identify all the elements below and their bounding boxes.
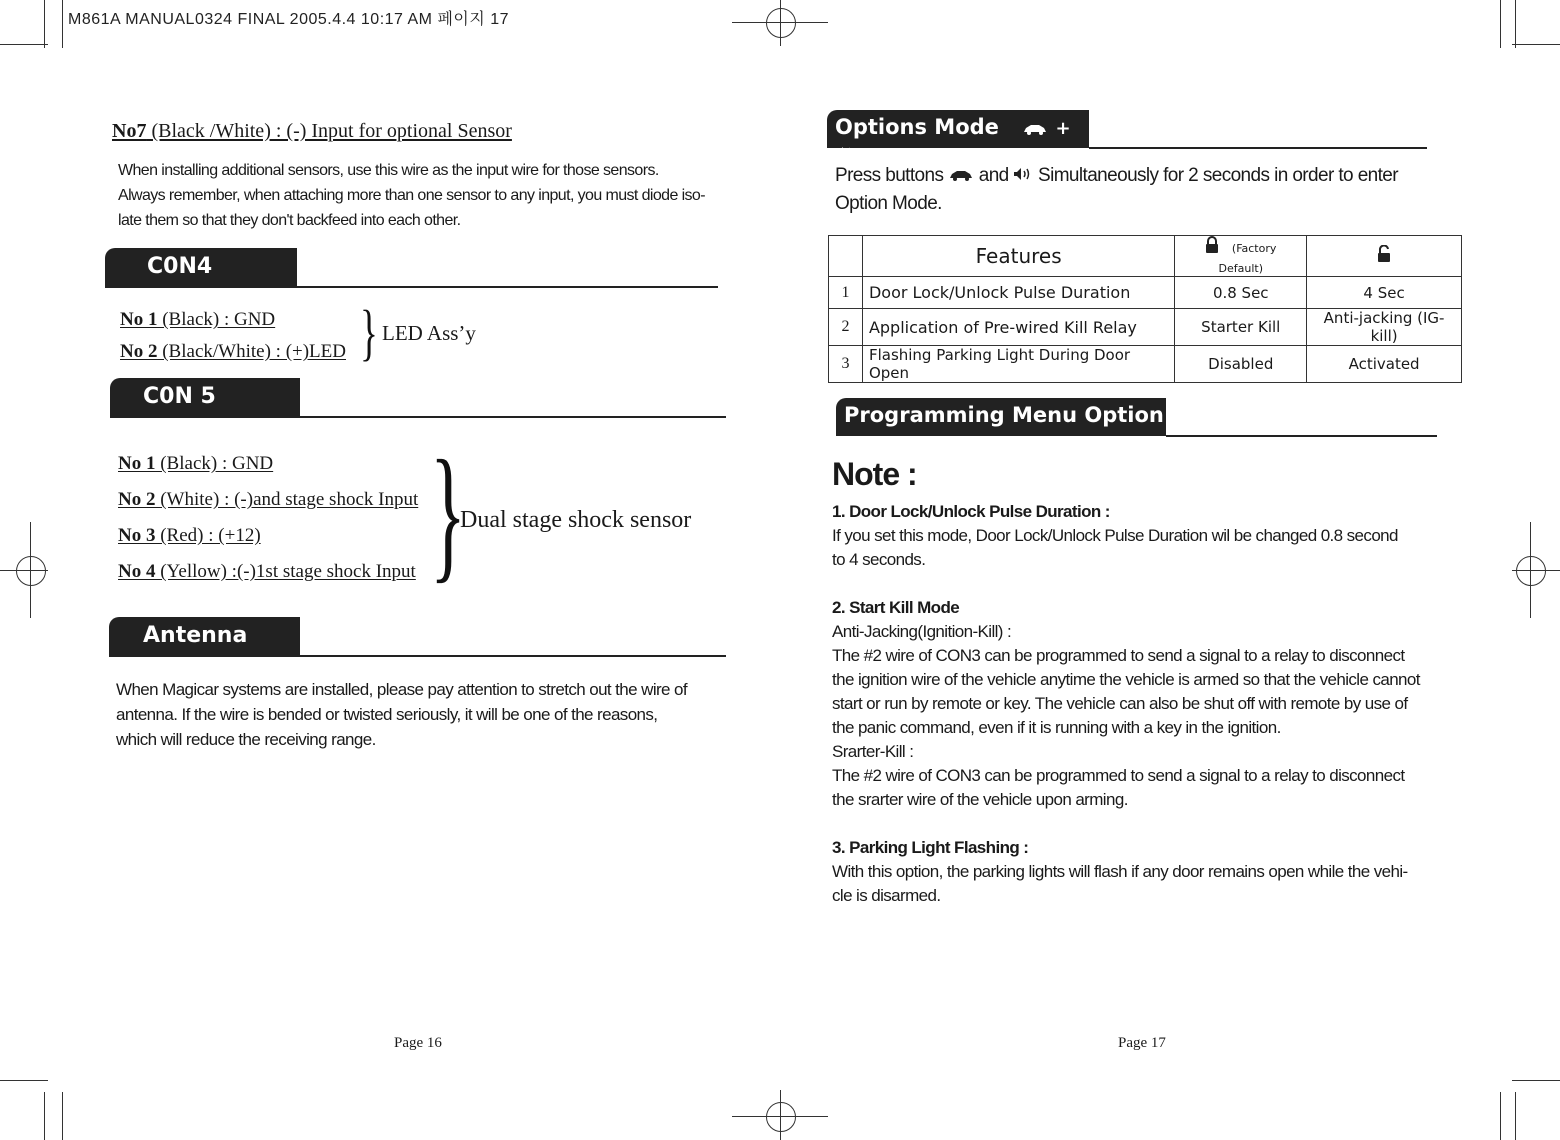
no7-description: (Black /White) : (-) Input for optional Sensor	[146, 120, 512, 142]
row-default-value: Disabled	[1175, 346, 1307, 383]
no7-heading	[112, 120, 512, 143]
con4-rule	[297, 286, 718, 288]
con5-title: C0N 5	[143, 384, 216, 409]
antenna-rule	[300, 655, 726, 657]
table-row	[829, 346, 1462, 383]
row-alt-value: Anti-jacking (IG-kill)	[1307, 309, 1462, 346]
note-section-title: 2. Start Kill Mode	[832, 598, 960, 617]
table-row	[829, 277, 1462, 309]
no7-number: No7	[112, 120, 147, 142]
note-line: Anti-Jacking(Ignition-Kill) :	[832, 622, 1012, 641]
antenna-body	[116, 677, 687, 752]
no7-body-line: Always remember, when attaching more than one sensor to any input, you must diode iso-	[118, 187, 705, 204]
con4-tab	[105, 248, 297, 288]
programming-menu-tab	[836, 398, 1166, 436]
row-number: 2	[829, 309, 863, 346]
note-line: the panic command, even if it is running with a key in the ignition.	[832, 718, 1281, 737]
antenna-body-line: When Magicar systems are installed, please pay attention to stretch out the wire of	[116, 680, 688, 699]
table-header-features: Features	[862, 236, 1174, 277]
programming-menu-rule	[1166, 435, 1437, 437]
car-lock-icon	[948, 162, 974, 190]
con5-item: No 3 (Red) : (+12)	[118, 525, 261, 546]
table-header-lock	[1175, 236, 1307, 277]
note-line: Srarter-Kill :	[832, 742, 914, 761]
antenna-tab	[109, 617, 300, 657]
note-line: the ignition wire of the vehicle anytime the vehicle is armed so that the vehicle cannot	[832, 670, 1420, 689]
no7-body-line: When installing additional sensors, use this wire as the input wire for those sensors.	[118, 162, 659, 179]
note-line: to 4 seconds.	[832, 550, 926, 569]
table-row	[829, 309, 1462, 346]
con4-item: No 1 (Black) : GND	[120, 309, 276, 330]
note-heading: Note :	[832, 456, 917, 492]
lock-icon	[1205, 236, 1219, 258]
table-header-unlock	[1307, 236, 1462, 277]
factory-default-label: (Factory Default)	[1218, 241, 1277, 275]
row-number: 3	[829, 346, 863, 383]
note-line: The #2 wire of CON3 can be programmed to send a signal to a relay to disconnect	[832, 646, 1405, 665]
unlock-icon	[1377, 245, 1391, 267]
row-alt-value: Activated	[1307, 346, 1462, 383]
page-number-right: Page 17	[1118, 1035, 1166, 1051]
con5-item: No 4 (Yellow) :(-)1st stage shock Input	[118, 561, 416, 582]
note-section-title: 1. Door Lock/Unlock Pulse Duration :	[832, 502, 1110, 521]
table-header-row	[829, 236, 1462, 277]
con5-item: No 1 (Black) : GND	[118, 453, 274, 474]
no7-body-line: late them so that they don't backfeed into each other.	[118, 212, 461, 229]
con5-brace-label: Dual stage shock sensor	[460, 507, 692, 533]
note-line: The #2 wire of CON3 can be programmed to send a signal to a relay to disconnect	[832, 766, 1405, 785]
note-line: If you set this mode, Door Lock/Unlock Pulse Duration wil be changed 0.8 second	[832, 526, 1398, 545]
antenna-title: Antenna	[143, 623, 248, 648]
con5-tab	[110, 378, 300, 418]
file-header-line: M861A MANUAL0324 FINAL 2005.4.4 10:17 AM 페이지 17	[68, 11, 510, 28]
row-feature: Flashing Parking Light During Door Open	[862, 346, 1174, 383]
options-instructions	[835, 162, 1398, 218]
speaker-icon	[1013, 162, 1033, 190]
note-line: the srarter wire of the vehicle upon arming.	[832, 790, 1128, 809]
con5-item: No 2 (White) : (-)and stage shock Input	[118, 489, 419, 510]
antenna-body-line: antenna. If the wire is bended or twisted seriously, it will be one of the reasons,	[116, 705, 658, 724]
note-body	[832, 500, 1457, 908]
note-line: start or run by remote or key. The vehicle can also be shut off with remote by use of	[832, 694, 1408, 713]
car-lock-icon	[1022, 116, 1048, 140]
table-header-blank	[829, 236, 863, 277]
con5-list	[118, 446, 418, 590]
note-section-title: 3. Parking Light Flashing :	[832, 838, 1029, 857]
con4-brace: }	[359, 299, 378, 367]
features-table	[828, 235, 1462, 383]
con4-item: No 2 (Black/White) : (+)LED	[120, 341, 346, 362]
row-default-value: 0.8 Sec	[1175, 277, 1307, 309]
row-default-value: Starter Kill	[1175, 309, 1307, 346]
options-mode-title: Options Mode	[835, 115, 999, 139]
options-instruction-line: Press buttons and Simultaneously for 2 seconds in order to enter	[835, 162, 1398, 190]
options-mode-rule	[1089, 147, 1427, 149]
programming-menu-title: Programming Menu Option	[844, 403, 1164, 427]
note-line: cle is disarmed.	[832, 886, 941, 905]
note-line: With this option, the parking lights will flash if any door remains open while the vehi-	[832, 862, 1408, 881]
antenna-body-line: which will reduce the receiving range.	[116, 730, 376, 749]
options-instruction-line: Option Mode.	[835, 193, 942, 215]
con4-title: C0N4	[147, 254, 213, 279]
no7-body	[118, 158, 705, 233]
con4-list	[120, 304, 346, 368]
options-mode-tab	[827, 110, 1089, 148]
row-feature: Application of Pre-wired Kill Relay	[862, 309, 1174, 346]
con4-brace-label: LED Ass’y	[382, 321, 476, 345]
page-number-left: Page 16	[394, 1035, 442, 1051]
plus-sign: +	[1055, 118, 1071, 139]
con5-brace: }	[430, 430, 466, 596]
row-number: 1	[829, 277, 863, 309]
row-feature: Door Lock/Unlock Pulse Duration	[862, 277, 1174, 309]
con5-rule	[300, 416, 726, 418]
row-alt-value: 4 Sec	[1307, 277, 1462, 309]
